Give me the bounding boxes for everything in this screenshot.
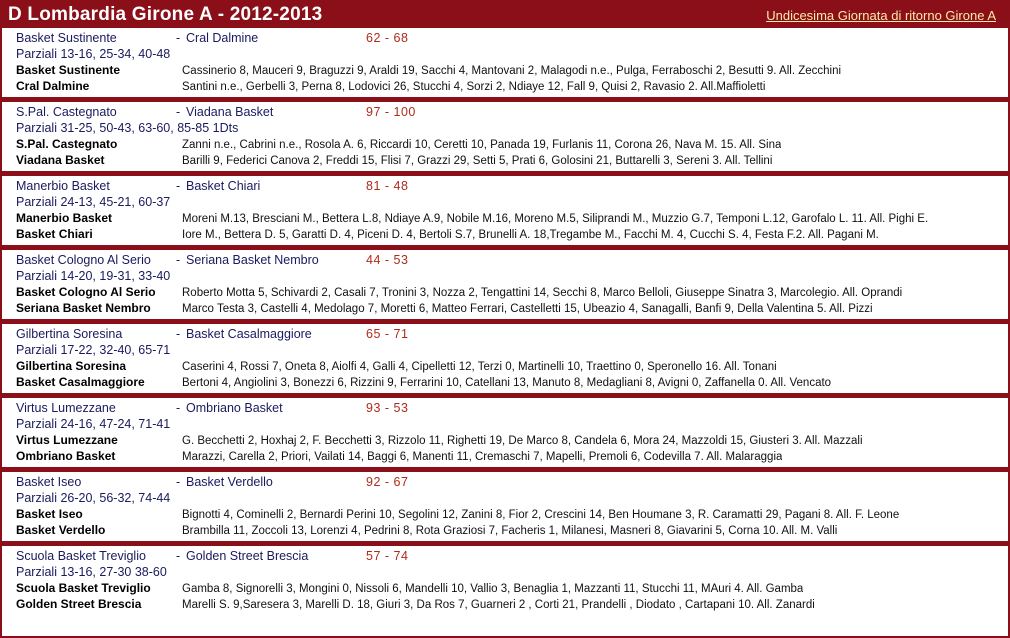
match-partials: Parziali 24-16, 47-24, 71-41: [16, 417, 171, 431]
away-lineup-players: Marazzi, Carella 2, Priori, Vailati 14, Baggi 6, Manenti 11, Cremaschi 7, Mapelli, Premoli 6, Codevilla 7. All. Malaraggia: [182, 451, 783, 463]
page-header: [2, 2, 1008, 28]
home-lineup-players: Moreni M.13, Bresciani M., Bettera L.8, Ndiaye A.9, Nobile M.16, Moreno M.5, Siliprandi M., Muzzio G.7, Temponi L.12, Garofalo L. 11. All. Pighi E.: [182, 213, 929, 225]
away-team-name: Cral Dalmine: [186, 31, 259, 45]
home-lineup-row: [2, 506, 1008, 522]
away-lineup-row: [2, 226, 1008, 242]
match-row: [2, 546, 1008, 615]
home-team-name: Virtus Lumezzane: [16, 401, 116, 415]
round-link[interactable]: Undicesima Giornata di ritorno Girone A: [766, 7, 996, 23]
page-title: D Lombardia Girone A - 2012-2013: [8, 4, 323, 25]
home-lineup-row: [2, 284, 1008, 300]
dash-separator: -: [176, 401, 181, 415]
home-lineup-team: Virtus Lumezzane: [16, 433, 118, 447]
home-lineup-players: Zanni n.e., Cabrini n.e., Rosola A. 6, Riccardi 10, Ceretti 10, Panada 19, Furlanis 11, Corona 26, Nava M. 15. All. Sina: [182, 139, 782, 151]
home-lineup-team: Scuola Basket Treviglio: [16, 581, 151, 595]
home-team-name: Gilbertina Soresina: [16, 327, 123, 341]
match-header: [2, 472, 1008, 489]
away-lineup-row: [2, 300, 1008, 316]
match-header: [2, 176, 1008, 193]
home-team-name: Scuola Basket Treviglio: [16, 549, 146, 563]
home-lineup-team: Basket Cologno Al Serio: [16, 285, 156, 299]
home-lineup-row: [2, 432, 1008, 448]
home-lineup-team: Basket Sustinente: [16, 63, 121, 77]
home-lineup-players: Roberto Motta 5, Schivardi 2, Casali 7, Tronini 3, Nozza 2, Tengattini 14, Secchi 8, Marco Belloli, Giuseppe Sinatra 3, Marcolegio. All. Oprandi: [182, 287, 903, 299]
away-lineup-row: [2, 78, 1008, 94]
home-lineup-team: Manerbio Basket: [16, 211, 113, 225]
dash-separator: -: [176, 327, 181, 341]
dash-separator: -: [176, 105, 181, 119]
match-score: 92 - 67: [366, 475, 409, 489]
away-team-name: Seriana Basket Nembro: [186, 253, 319, 267]
match-partials: Parziali 26-20, 56-32, 74-44: [16, 491, 171, 505]
home-lineup-team: S.Pal. Castegnato: [16, 137, 118, 151]
match-partials: Parziali 13-16, 25-34, 40-48: [16, 47, 171, 61]
away-team-name: Basket Verdello: [186, 475, 273, 489]
match-partials: Parziali 17-22, 32-40, 65-71: [16, 343, 171, 357]
away-lineup-players: Bertoni 4, Angiolini 3, Bonezzi 6, Rizzini 9, Ferrarini 10, Catellani 13, Manuto 8, Medagliani 8, Avigni 0, Zaffanella 0. All. Vencato: [182, 377, 832, 389]
away-team-name: Basket Casalmaggiore: [186, 327, 312, 341]
home-lineup-players: Gamba 8, Signorelli 3, Mongini 0, Nissoli 6, Mandelli 10, Vallio 3, Benaglia 1, Mazzanti 11, Stucchi 11, MAuri 4. All. Gamba: [182, 583, 804, 595]
match-row: [2, 176, 1008, 245]
match-row: [2, 472, 1008, 541]
away-team-name: Basket Chiari: [186, 179, 261, 193]
match-partials: Parziali 24-13, 45-21, 60-37: [16, 195, 171, 209]
dash-separator: -: [176, 31, 181, 45]
away-lineup-team: Seriana Basket Nembro: [16, 301, 151, 315]
away-lineup-row: [2, 522, 1008, 538]
away-team-name: Golden Street Brescia: [186, 549, 309, 563]
match-score: 62 - 68: [366, 31, 409, 45]
away-lineup-row: [2, 596, 1008, 612]
home-lineup-players: G. Becchetti 2, Hoxhaj 2, F. Becchetti 3, Rizzolo 11, Righetti 19, De Marco 8, Candela 6, Mora 24, Mazzoldi 15, Giusteri 3. All. Mazzali: [182, 435, 863, 447]
away-lineup-team: Viadana Basket: [16, 153, 105, 167]
match-header: [2, 324, 1008, 341]
match-row: [2, 324, 1008, 393]
away-lineup-team: Cral Dalmine: [16, 79, 90, 93]
dash-separator: -: [176, 253, 181, 267]
match-score: 93 - 53: [366, 401, 409, 415]
match-header: [2, 250, 1008, 267]
dash-separator: -: [176, 475, 181, 489]
away-lineup-players: Iore M., Bettera D. 5, Garatti D. 4, Piceni D. 4, Bertoli S.7, Brunelli A. 18,Tregambe M., Facchi M. 4, Cucchi S. 4, Festa F.2. All. Pagani M.: [182, 229, 879, 241]
home-lineup-row: [2, 62, 1008, 78]
match-score: 81 - 48: [366, 179, 409, 193]
home-team-name: Basket Sustinente: [16, 31, 117, 45]
match-partials: Parziali 13-16, 27-30 38-60: [16, 565, 167, 579]
away-lineup-team: Ombriano Basket: [16, 449, 116, 463]
home-lineup-row: [2, 358, 1008, 374]
home-team-name: Basket Iseo: [16, 475, 82, 489]
away-lineup-row: [2, 448, 1008, 464]
dash-separator: -: [176, 549, 181, 563]
away-lineup-players: Barilli 9, Federici Canova 2, Freddi 15, Flisi 7, Grazzi 29, Setti 5, Prati 6, Golosini 21, Buttarelli 3, Sereni 3. All. Tellini: [182, 155, 773, 167]
away-lineup-row: [2, 374, 1008, 390]
match-header: [2, 28, 1008, 45]
home-lineup-players: Caserini 4, Rossi 7, Oneta 8, Aiolfi 4, Galli 4, Cipelletti 12, Terzi 0, Martinelli 10, Traettino 0, Speronello 16. All. Tonani: [182, 361, 777, 373]
away-lineup-players: Brambilla 11, Zoccoli 13, Lorenzi 4, Pedrini 8, Rota Graziosi 7, Facheris 1, Milanesi, Masneri 8, Giavarini 5, Corna 10. All. M. Valli: [182, 525, 838, 537]
match-partials: Parziali 14-20, 19-31, 33-40: [16, 269, 171, 283]
away-lineup-team: Basket Casalmaggiore: [16, 375, 145, 389]
match-header: [2, 102, 1008, 119]
home-team-name: Manerbio Basket: [16, 179, 110, 193]
home-lineup-team: Gilbertina Soresina: [16, 359, 127, 373]
away-team-name: Viadana Basket: [186, 105, 274, 119]
home-lineup-row: [2, 210, 1008, 226]
away-lineup-players: Marco Testa 3, Castelli 4, Medolago 7, Moretti 6, Matteo Ferrari, Castelletti 15, Ubeazio 4, Sanagalli, Banfi 9, Della Valentina 5. All. Pizzi: [182, 303, 873, 315]
dash-separator: -: [176, 179, 181, 193]
matches-list: [2, 28, 1008, 615]
home-lineup-players: Bignotti 4, Cominelli 2, Bernardi Perini 10, Segolini 12, Zanini 8, Fior 2, Crescini 14, Ben Houmane 3, R. Caramatti 29, Pagani 8. All. F. Leone: [182, 509, 900, 521]
away-lineup-players: Santini n.e., Gerbelli 3, Perna 8, Lodovici 26, Stucchi 4, Sorzi 2, Ndiaye 12, Fall 9, Quisi 2, Ravasio 2. All.Maffioletti: [182, 81, 766, 93]
match-score: 44 - 53: [366, 253, 409, 267]
away-lineup-team: Basket Verdello: [16, 523, 106, 537]
match-score: 97 - 100: [366, 105, 416, 119]
match-score: 65 - 71: [366, 327, 409, 341]
away-lineup-row: [2, 152, 1008, 168]
home-team-name: Basket Cologno Al Serio: [16, 253, 151, 267]
home-lineup-team: Basket Iseo: [16, 507, 83, 521]
home-team-name: S.Pal. Castegnato: [16, 105, 117, 119]
match-row: [2, 398, 1008, 467]
away-team-name: Ombriano Basket: [186, 401, 283, 415]
match-row: [2, 102, 1008, 171]
away-lineup-players: Marelli S. 9,Saresera 3, Marelli D. 18, Giuri 3, Da Ros 7, Guarneri 2 , Corti 21, Prandelli , Diodato , Cartapani 10. All. Zanardi: [182, 599, 815, 611]
match-header: [2, 398, 1008, 415]
match-partials: Parziali 31-25, 50-43, 63-60, 85-85 1Dts: [16, 121, 239, 135]
match-row: [2, 28, 1008, 97]
match-row: [2, 250, 1008, 319]
home-lineup-players: Cassinerio 8, Mauceri 9, Braguzzi 9, Araldi 19, Sacchi 4, Mantovani 2, Malagodi n.e., Pulga, Ferraboschi 2, Besutti 9. All. Zecchini: [182, 65, 842, 77]
home-lineup-row: [2, 580, 1008, 596]
match-score: 57 - 74: [366, 549, 409, 563]
match-header: [2, 546, 1008, 563]
away-lineup-team: Golden Street Brescia: [16, 597, 142, 611]
away-lineup-team: Basket Chiari: [16, 227, 93, 241]
home-lineup-row: [2, 136, 1008, 152]
